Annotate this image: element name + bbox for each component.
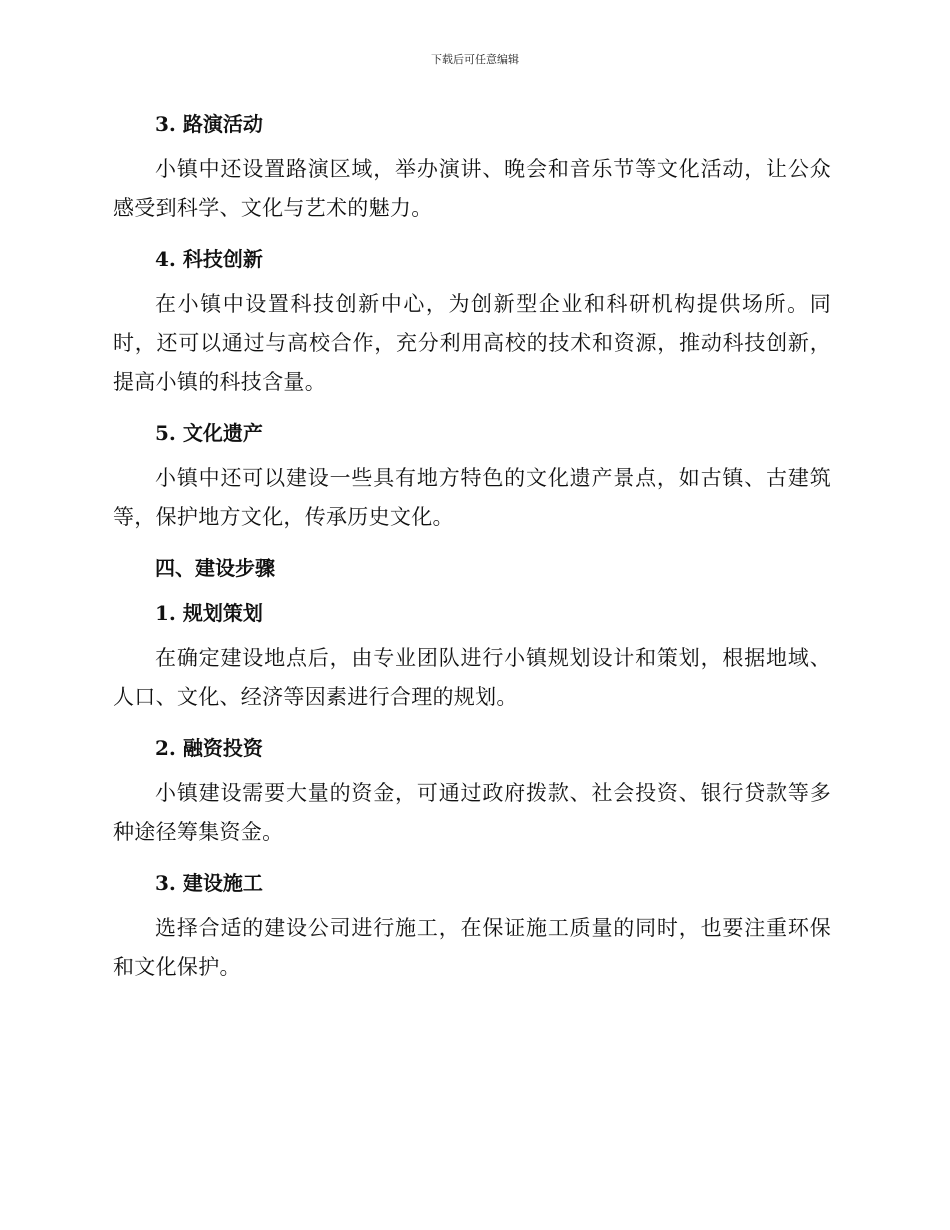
section-heading-tech-innovation: 4. 科技创新 — [155, 247, 263, 271]
section-paragraph-cultural-heritage: 小镇中还可以建设一些具有地方特色的文化遗产景点，如古镇、古建筑等，保护地方文化，传承历史文化。 — [113, 466, 831, 529]
section-heading-cultural-heritage: 5. 文化遗产 — [155, 421, 263, 445]
section-paragraph-construction: 选择合适的建设公司进行施工，在保证施工质量的同时，也要注重环保和文化保护。 — [113, 916, 831, 979]
section-paragraph-roadshow: 小镇中还设置路演区域，举办演讲、晚会和音乐节等文化活动，让公众感受到科学、文化与艺术的魅力。 — [113, 157, 831, 220]
section-paragraph-financing: 小镇建设需要大量的资金，可通过政府拨款、社会投资、银行贷款等多种途径筹集资金。 — [113, 781, 831, 844]
section-paragraph-planning: 在确定建设地点后，由专业团队进行小镇规划设计和策划，根据地域、人口、文化、经济等因素进行合理的规划。 — [113, 646, 831, 709]
chapter-heading-construction-steps: 四、建设步骤 — [155, 556, 275, 580]
page-header: 下载后可任意编辑 — [431, 53, 519, 66]
section-paragraph-tech-innovation: 在小镇中设置科技创新中心，为创新型企业和科研机构提供场所。同时，还可以通过与高校合作，充分利用高校的技术和资源，推动科技创新，提高小镇的科技含量。 — [113, 292, 831, 394]
section-heading-construction: 3. 建设施工 — [155, 871, 263, 895]
section-heading-planning: 1. 规划策划 — [155, 601, 263, 625]
section-heading-roadshow: 3. 路演活动 — [155, 112, 263, 136]
section-heading-financing: 2. 融资投资 — [155, 736, 263, 760]
document-body — [113, 105, 831, 999]
